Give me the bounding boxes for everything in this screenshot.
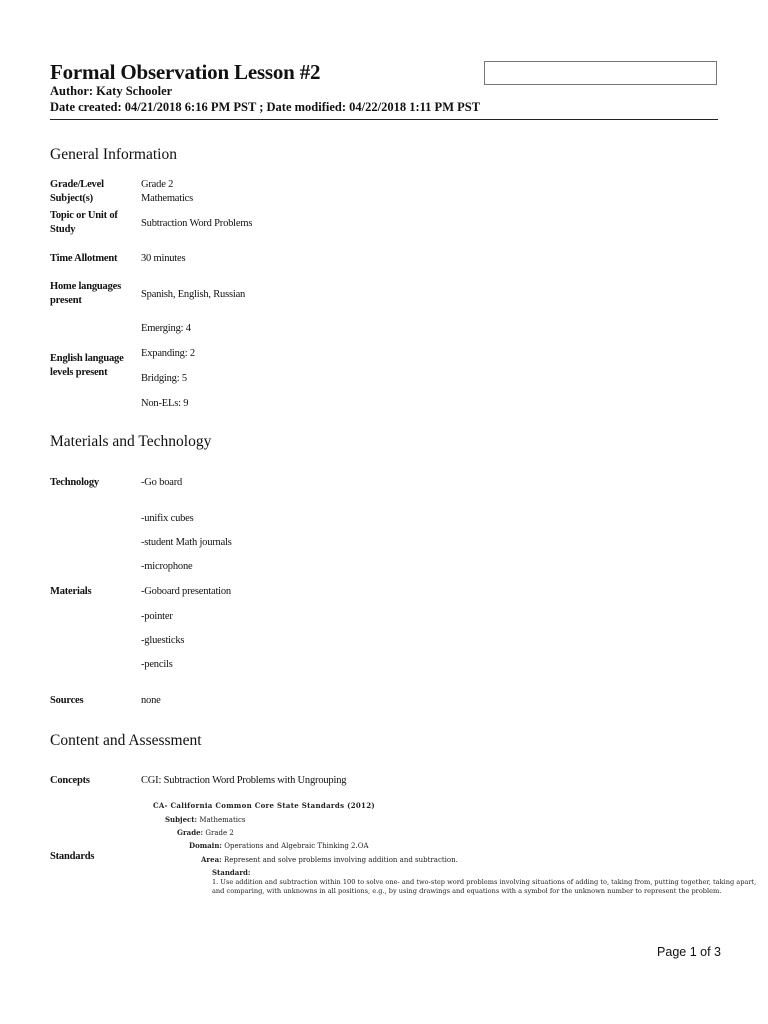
- english-levels-label-line1: English language: [50, 353, 124, 364]
- home-languages-label-line2: present: [50, 295, 82, 306]
- standard-grade: [177, 828, 234, 838]
- material-item: -gluesticks: [141, 635, 185, 646]
- el-level-non-els: Non-ELs: 9: [141, 398, 189, 409]
- topic-label-line1: Topic or Unit of: [50, 210, 118, 221]
- time-label: Time Allotment: [50, 253, 118, 264]
- concepts-label: Concepts: [50, 775, 90, 786]
- sources-value: none: [141, 695, 161, 706]
- standard-grade-key: Grade:: [177, 828, 204, 837]
- standard-grade-value: Grade 2: [205, 829, 234, 837]
- el-level-expanding: Expanding: 2: [141, 348, 195, 359]
- section-heading-materials: Materials and Technology: [50, 433, 212, 450]
- blank-box: [484, 61, 717, 85]
- grade-label: Grade/Level: [50, 179, 104, 190]
- concepts-value: CGI: Subtraction Word Problems with Ungrouping: [141, 775, 347, 786]
- home-languages-label-line1: Home languages: [50, 281, 121, 292]
- header-divider: [50, 119, 718, 120]
- material-item: -student Math journals: [141, 537, 232, 548]
- material-item: -pointer: [141, 611, 173, 622]
- standards-label: Standards: [50, 851, 95, 862]
- materials-label: Materials: [50, 586, 92, 597]
- standard-set-title: CA- California Common Core State Standards (2012): [153, 801, 375, 810]
- technology-value: -Go board: [141, 477, 183, 488]
- topic-value: Subtraction Word Problems: [141, 218, 253, 229]
- standard-domain-key: Domain:: [189, 841, 223, 850]
- technology-label: Technology: [50, 477, 99, 488]
- sources-label: Sources: [50, 695, 84, 706]
- standard-subject-key: Subject:: [165, 815, 198, 824]
- english-levels-label: [50, 352, 124, 380]
- author-line: Author: Katy Schooler: [50, 84, 173, 98]
- material-item: -Goboard presentation: [141, 586, 231, 597]
- material-item: -microphone: [141, 561, 193, 572]
- standard-text-line1: 1. Use addition and subtraction within 100 to solve one- and two-step word problems involving situations of adding to, taking from, putting together, taking apart,: [212, 878, 757, 886]
- topic-label: [50, 209, 118, 237]
- standard-subject-value: Mathematics: [199, 816, 246, 824]
- el-level-emerging: Emerging: 4: [141, 323, 191, 334]
- dates-line: Date created: 04/21/2018 6:16 PM PST ; Date modified: 04/22/2018 1:11 PM PST: [50, 100, 481, 114]
- standard-key-text: Standard:: [212, 868, 251, 877]
- material-item: -unifix cubes: [141, 513, 194, 524]
- material-item: -pencils: [141, 659, 173, 670]
- el-level-bridging: Bridging: 5: [141, 373, 187, 384]
- standard-area: [201, 855, 458, 865]
- subject-value: Mathematics: [141, 193, 194, 204]
- standard-area-key: Area:: [201, 855, 222, 864]
- standard-domain-value: Operations and Algebraic Thinking 2.OA: [224, 842, 369, 850]
- home-languages-value: Spanish, English, Russian: [141, 289, 246, 300]
- topic-label-line2: Study: [50, 224, 76, 235]
- standard-subject: [165, 815, 246, 825]
- time-value: 30 minutes: [141, 253, 186, 264]
- grade-value: Grade 2: [141, 179, 174, 190]
- home-languages-label: [50, 280, 121, 308]
- standard-text-line2: and comparing, with unknowns in all positions, e.g., by using drawings and equations with a symbol for the unknown number to represent the problem.: [212, 887, 722, 895]
- english-levels-label-line2: levels present: [50, 367, 108, 378]
- page-number: Page 1 of 3: [657, 945, 721, 959]
- section-heading-content: Content and Assessment: [50, 732, 202, 749]
- standard-area-value: Represent and solve problems involving addition and subtraction.: [223, 856, 458, 864]
- document-title: Formal Observation Lesson #2: [50, 60, 321, 84]
- section-heading-general: General Information: [50, 146, 177, 163]
- subject-label: Subject(s): [50, 193, 93, 204]
- standard-domain: [189, 841, 369, 851]
